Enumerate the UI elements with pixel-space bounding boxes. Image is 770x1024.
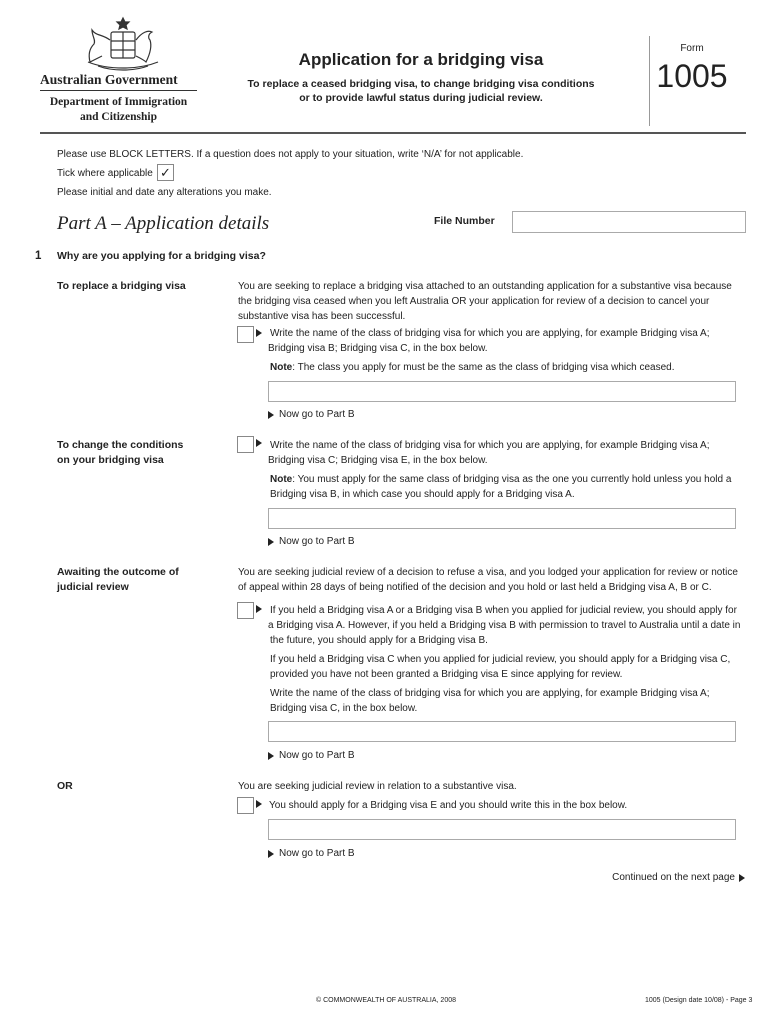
judicial-desc-1: You are seeking judicial review of a decision to refuse a visa, and you lodged your application for review or notice [238,567,738,578]
question-text: Why are you applying for a bridging visa? [57,250,266,262]
replace-visa-class-input[interactable] [268,381,736,402]
arrow-right-icon [268,752,274,760]
arrow-right-icon [739,874,745,882]
section-label-replace: To replace a bridging visa [57,280,186,292]
replace-option-2: Bridging visa B; Bridging visa C, in the box below. [268,343,488,354]
subtitle-line-1: To replace a ceased bridging visa, to change bridging visa conditions [247,78,595,90]
arrow-right-icon [268,538,274,546]
judicial-label-line-2: judicial review [57,581,129,593]
arrow-right-icon [268,850,274,858]
change-note-label: Note [270,474,293,485]
judicial-label-line-1: Awaiting the outcome of [57,566,179,578]
arrow-right-icon [268,411,274,419]
section-label-or: OR [57,780,73,792]
change-goto-part-b: Now go to Part B [279,536,355,547]
replace-desc-3: substantive visa has been successful. [238,311,406,322]
department-name [40,95,197,125]
change-option-2: Bridging visa C; Bridging visa E, in the box below. [268,455,488,466]
footer-copyright: © COMMONWEALTH OF AUSTRALIA, 2008 [316,997,456,1004]
replace-goto-part-b: Now go to Part B [279,409,355,420]
replace-option-1: Write the name of the class of bridging visa for which you are applying, for example Bridging visa A; [270,328,710,339]
replace-desc-2: the bridging visa ceased when you left Australia OR your application for review of a decision to cancel your [238,296,710,307]
logo-divider [40,90,197,91]
arrow-right-icon [256,329,262,337]
judicial-goto-part-b: Now go to Part B [279,750,355,761]
change-label-line-2: on your bridging visa [57,454,164,466]
arrow-right-icon [256,800,262,808]
judicial-option-4: If you held a Bridging visa C when you applied for judicial review, you should apply for a Bridging visa C, [270,654,731,665]
section-label-change [57,438,217,468]
department-line-2: and Citizenship [79,111,157,123]
replace-desc-1: You are seeking to replace a bridging visa attached to an outstanding application for a substantive visa because [238,281,732,292]
footer-page-info: 1005 (Design date 10/08) - Page 3 [645,997,753,1004]
or-visa-class-input[interactable] [268,819,736,840]
page-subtitle [236,77,606,105]
file-number-input[interactable] [512,211,746,233]
part-a-title: Part A – Application details [57,213,270,234]
change-visa-class-input[interactable] [268,508,736,529]
continued-next-page: Continued on the next page [612,872,735,883]
page-title: Application for a bridging visa [298,50,544,69]
change-checkbox[interactable] [237,436,254,453]
tick-example-checkbox: ✓ [157,164,174,181]
judicial-option-2: a Bridging visa A. However, if you held a Bridging visa B with permission to travel to Australia until a date in [268,620,741,631]
replace-note-label: Note [270,362,293,373]
or-option-1: You should apply for a Bridging visa E and you should write this in the box below. [269,800,628,811]
change-note-text-1: : You must apply for the same class of bridging visa as the one you currently hold unless you hold a [292,474,732,485]
question-number: 1 [35,250,42,262]
change-label-line-1: To change the conditions [57,439,184,451]
judicial-checkbox[interactable] [237,602,254,619]
judicial-visa-class-input[interactable] [268,721,736,742]
intro-block-letters: Please use BLOCK LETTERS. If a question does not apply to your situation, write ‘N/A’ for not applicable. [57,149,524,160]
judicial-option-5: provided you have not been granted a Bridging visa E since applying for review. [270,669,623,680]
replace-note [270,360,674,375]
change-option-1: Write the name of the class of bridging visa for which you are applying, for example Bridging visa A; [270,440,710,451]
judicial-option-3: the future, you should apply for a Bridging visa B. [270,635,488,646]
or-checkbox[interactable] [237,797,254,814]
coat-of-arms-icon [78,16,168,74]
judicial-option-1: If you held a Bridging visa A or a Bridging visa B when you applied for judicial review, you should apply for [270,605,737,616]
form-number: 1005 [656,58,728,94]
change-note-1 [270,472,731,487]
replace-checkbox[interactable] [237,326,254,343]
intro-initial-date: Please initial and date any alterations you make. [57,187,272,198]
file-number-label: File Number [434,215,495,227]
arrow-right-icon [256,439,262,447]
header-divider [40,132,746,134]
or-goto-part-b: Now go to Part B [279,848,355,859]
tick-label: Tick where applicable [57,168,153,179]
judicial-desc-2: of appeal within 28 days of being notified of the decision and you hold or last held a Bridging visa A, B or C. [238,582,712,593]
department-line-1: Department of Immigration [49,96,188,108]
arrow-right-icon [256,605,262,613]
judicial-option-6: Write the name of the class of bridging visa for which you are applying, for example Bridging visa A; [270,688,710,699]
subtitle-line-2: or to provide lawful status during judicial review. [299,92,543,104]
form-label: Form [680,43,704,54]
replace-note-text: : The class you apply for must be the same as the class of bridging visa which ceased. [292,362,675,373]
change-note-2: Bridging visa B, in which case you should apply for a Bridging visa A. [270,489,575,500]
judicial-option-7: Bridging visa C, in the box below. [270,703,418,714]
or-desc: You are seeking judicial review in relation to a substantive visa. [238,781,517,792]
section-label-judicial [57,565,217,595]
government-name: Australian Government [40,72,178,87]
